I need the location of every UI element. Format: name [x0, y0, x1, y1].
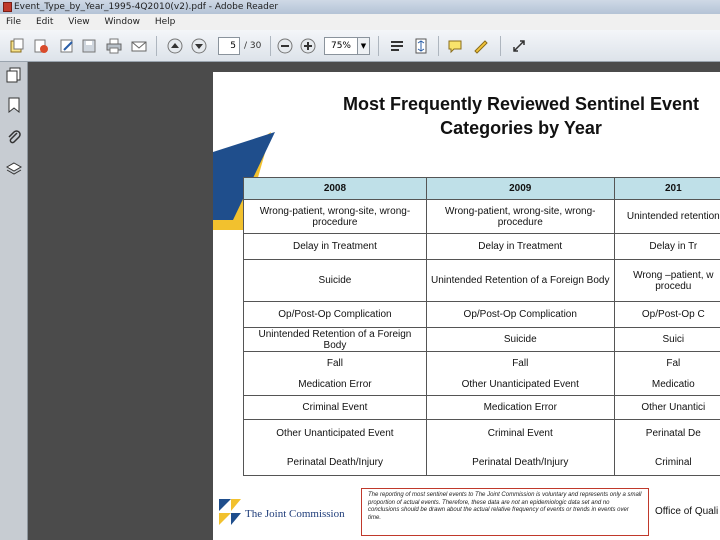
cell-line: Criminal Event	[487, 427, 553, 439]
table-cell: Op/Post-Op Complication	[244, 302, 427, 328]
joint-commission-logo	[217, 497, 367, 527]
table-cell: Wrong-patient, wrong-site, wrong-procedure	[244, 200, 427, 234]
slide-title-line2: Categories by Year	[440, 118, 602, 138]
toolbar	[0, 30, 720, 62]
table-cell: Suici	[614, 328, 720, 352]
logo-mark-icon	[217, 497, 243, 527]
table-cell: Op/Post-Op Complication	[426, 302, 614, 328]
cell-line: Fal	[666, 357, 681, 369]
table-cell: Medication Error	[426, 396, 614, 420]
select-tool-icon[interactable]	[388, 37, 406, 55]
year-header: 2009	[426, 178, 614, 200]
cell-line: Other Unanticipated Event	[276, 427, 394, 439]
cell-line: Perinatal De	[645, 427, 701, 439]
disclaimer-box: The reporting of most sentinel events to The Joint Commission is voluntary and represents only a small proportion of actual events. Therefore, these data are not an epidemiologic data set and no conclusions should be drawn about the actual relative frequency of events or trends in events over time.	[361, 488, 649, 536]
comment-icon[interactable]	[446, 37, 464, 55]
window-title: Event_Type_by_Year_1995-4Q2010(v2).pdf - Adobe Reader	[14, 2, 279, 12]
menu-help[interactable]: Help	[154, 17, 176, 27]
table-cell	[614, 352, 720, 396]
menu-file[interactable]: File	[6, 17, 22, 27]
cell-line: Fall	[512, 357, 529, 369]
layers-icon[interactable]	[5, 160, 23, 178]
table-row	[244, 396, 720, 420]
table-cell: Suicide	[426, 328, 614, 352]
table-row	[244, 420, 720, 476]
cell-line: Medication Error	[298, 378, 372, 390]
table-row	[244, 200, 720, 234]
table-cell: Suicide	[244, 260, 427, 302]
cell-line: Fall	[326, 357, 343, 369]
table-cell	[244, 352, 427, 396]
table-cell: Delay in Treatment	[244, 234, 427, 260]
create-pdf-icon[interactable]	[32, 37, 50, 55]
pdf-page	[213, 72, 720, 540]
year-header: 201	[614, 178, 720, 200]
table-cell: Op/Post-Op C	[614, 302, 720, 328]
title-bar	[0, 0, 720, 14]
zoom-out-icon[interactable]	[276, 37, 294, 55]
table-header-row	[244, 178, 720, 200]
table-row	[244, 260, 720, 302]
table-cell: Unintended Retention of a Foreign Body	[244, 328, 427, 352]
table-row	[244, 328, 720, 352]
table-cell: Delay in Treatment	[426, 234, 614, 260]
table-cell: Unintended retention	[614, 200, 720, 234]
adobe-reader-icon	[3, 2, 12, 12]
slide-title-line1: Most Frequently Reviewed Sentinel Event	[342, 94, 700, 114]
document-viewport[interactable]	[28, 62, 720, 540]
cell-line: Perinatal Death/Injury	[472, 456, 569, 468]
table-cell: Criminal Event	[244, 396, 427, 420]
navigation-pane	[0, 62, 28, 540]
save-icon[interactable]	[80, 37, 98, 55]
next-page-icon[interactable]	[190, 37, 208, 55]
year-header: 2008	[244, 178, 427, 200]
sign-icon[interactable]	[472, 37, 490, 55]
pages-icon[interactable]	[5, 66, 23, 84]
table-row	[244, 352, 720, 396]
page-fit-icon[interactable]	[412, 37, 430, 55]
zoom-in-icon[interactable]	[299, 37, 317, 55]
bookmarks-icon[interactable]	[5, 96, 23, 114]
email-icon[interactable]	[130, 37, 148, 55]
fullscreen-icon[interactable]	[510, 37, 528, 55]
table-cell: Other Unantici	[614, 396, 720, 420]
cell-line: Perinatal Death/Injury	[286, 456, 384, 468]
edit-icon[interactable]	[58, 37, 76, 55]
menu-edit[interactable]: Edit	[35, 17, 54, 27]
table-cell: Wrong-patient, wrong-site, wrong-procedure	[426, 200, 614, 234]
table-cell: Wrong –patient, w procedu	[614, 260, 720, 302]
page-count: / 30	[244, 41, 262, 51]
cell-line: Criminal	[654, 456, 692, 468]
table-cell	[426, 420, 614, 476]
logo-text: The Joint Commission	[245, 508, 345, 520]
table-cell: Unintended Retention of a Foreign Body	[426, 260, 614, 302]
menu-view[interactable]: View	[68, 17, 90, 27]
page-number-input[interactable]: 5	[218, 37, 240, 55]
open-icon[interactable]	[8, 37, 26, 55]
table-cell: Delay in Tr	[614, 234, 720, 260]
table-row	[244, 234, 720, 260]
attachments-icon[interactable]	[5, 128, 23, 146]
menu-bar	[0, 14, 720, 30]
prev-page-icon[interactable]	[166, 37, 184, 55]
office-label: Office of Quali	[655, 506, 719, 517]
cell-line: Medicatio	[651, 378, 695, 390]
zoom-dropdown-icon[interactable]: ▼	[357, 37, 370, 55]
table-row	[244, 302, 720, 328]
print-icon[interactable]	[105, 37, 123, 55]
table-cell	[244, 420, 427, 476]
slide-title	[301, 92, 720, 140]
cell-line: Other Unanticipated Event	[461, 378, 579, 390]
table-cell	[426, 352, 614, 396]
zoom-level-input[interactable]: 75%	[324, 37, 358, 55]
events-table	[243, 177, 720, 476]
table-cell	[614, 420, 720, 476]
menu-window[interactable]: Window	[104, 17, 140, 27]
